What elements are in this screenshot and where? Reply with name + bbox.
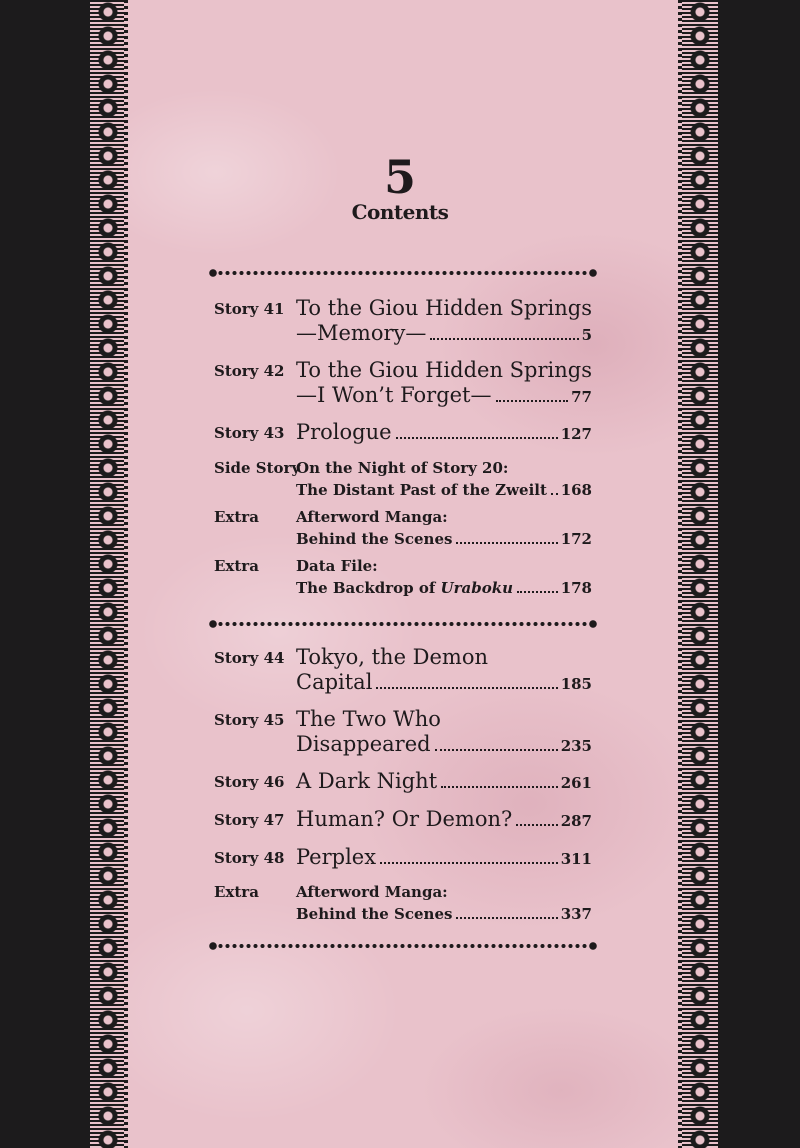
dot-leader <box>441 786 558 788</box>
dot-leader <box>376 687 557 689</box>
entry-title-line <box>296 530 592 549</box>
entry-title: To the Giou Hidden Springs <box>296 296 592 320</box>
contents-heading: Contents <box>351 200 449 224</box>
page-number: 127 <box>560 425 592 443</box>
entry-title: Afterword Manga: <box>296 883 448 901</box>
entry-title: Behind the Scenes <box>296 530 453 548</box>
dot-leader <box>456 917 557 919</box>
entry-title: On the Night of Story 20: <box>296 459 509 477</box>
entry-title: Prologue <box>296 420 392 444</box>
entry-title: Perplex <box>296 845 377 869</box>
entry-label: Extra <box>214 883 259 901</box>
entry-title-line <box>296 420 592 444</box>
entry-title-italic: Uraboku <box>440 579 514 597</box>
entry-title: The Backdrop of Uraboku <box>296 579 514 597</box>
entry-title: Human? Or Demon? <box>296 807 513 831</box>
entry-title: —Memory— <box>296 321 427 345</box>
entry-label: Story 46 <box>214 773 285 791</box>
page-number: 168 <box>560 481 592 499</box>
entry-title: Disappeared <box>296 732 431 756</box>
page-number: 261 <box>560 774 592 792</box>
dot-leader <box>517 591 558 593</box>
entry-label: Story 41 <box>214 300 285 318</box>
entry-title: Afterword Manga: <box>296 508 448 526</box>
entry-title-line <box>296 769 592 793</box>
dot-leader <box>456 542 557 544</box>
dot-leader <box>496 400 569 402</box>
entry-label: Side Story <box>214 459 301 477</box>
entry-title-line <box>296 459 592 477</box>
dot-leader <box>435 749 558 751</box>
page-number: 178 <box>560 579 592 597</box>
entry-label: Story 45 <box>214 711 285 729</box>
volume-number: 5 <box>383 150 416 204</box>
entry-title-line <box>296 807 592 831</box>
entry-title-line <box>296 383 592 407</box>
entry-title-line <box>296 296 592 320</box>
entry-title-line <box>296 557 592 575</box>
ornamental-divider <box>210 942 596 950</box>
entry-label: Extra <box>214 508 259 526</box>
page-number: 337 <box>560 905 592 923</box>
dot-leader <box>380 862 558 864</box>
entry-label: Story 47 <box>214 811 285 829</box>
entry-title-line <box>296 645 592 669</box>
dot-leader <box>551 493 558 495</box>
ornamental-divider <box>210 269 596 277</box>
entry-label: Story 48 <box>214 849 285 867</box>
page-number: 77 <box>571 388 592 406</box>
page-number: 185 <box>560 675 592 693</box>
entry-title-line <box>296 732 592 756</box>
dot-leader <box>516 824 557 826</box>
entry-title: To the Giou Hidden Springs <box>296 358 592 382</box>
page-number: 235 <box>560 737 592 755</box>
entry-title: Capital <box>296 670 373 694</box>
page-number: 287 <box>560 812 592 830</box>
entry-title: The Two Who <box>296 707 441 731</box>
page-number: 311 <box>560 850 592 868</box>
entry-title-line <box>296 579 592 598</box>
entry-title-line <box>296 321 592 345</box>
entry-title: Tokyo, the Demon <box>296 645 489 669</box>
page-number: 172 <box>560 530 592 548</box>
entry-label: Story 43 <box>214 424 285 442</box>
entry-label: Story 44 <box>214 649 285 667</box>
entry-title: Behind the Scenes <box>296 905 453 923</box>
entry-title: A Dark Night <box>296 769 438 793</box>
entry-title-line <box>296 707 592 731</box>
entry-title-line <box>296 905 592 924</box>
entry-title: The Distant Past of the Zweilt <box>296 481 547 499</box>
ornamental-divider <box>210 620 596 628</box>
entry-title-line <box>296 358 592 382</box>
entry-title-line <box>296 883 592 901</box>
dot-leader <box>396 437 558 439</box>
entry-title-line <box>296 481 592 500</box>
entry-title: —I Won’t Forget— <box>296 383 492 407</box>
dot-leader <box>430 338 578 340</box>
page-number: 5 <box>581 326 592 344</box>
entry-title-line <box>296 508 592 526</box>
entry-title: Data File: <box>296 557 378 575</box>
entry-title-line <box>296 845 592 869</box>
entry-title-line <box>296 670 592 694</box>
entry-label: Extra <box>214 557 259 575</box>
entry-label: Story 42 <box>214 362 285 380</box>
